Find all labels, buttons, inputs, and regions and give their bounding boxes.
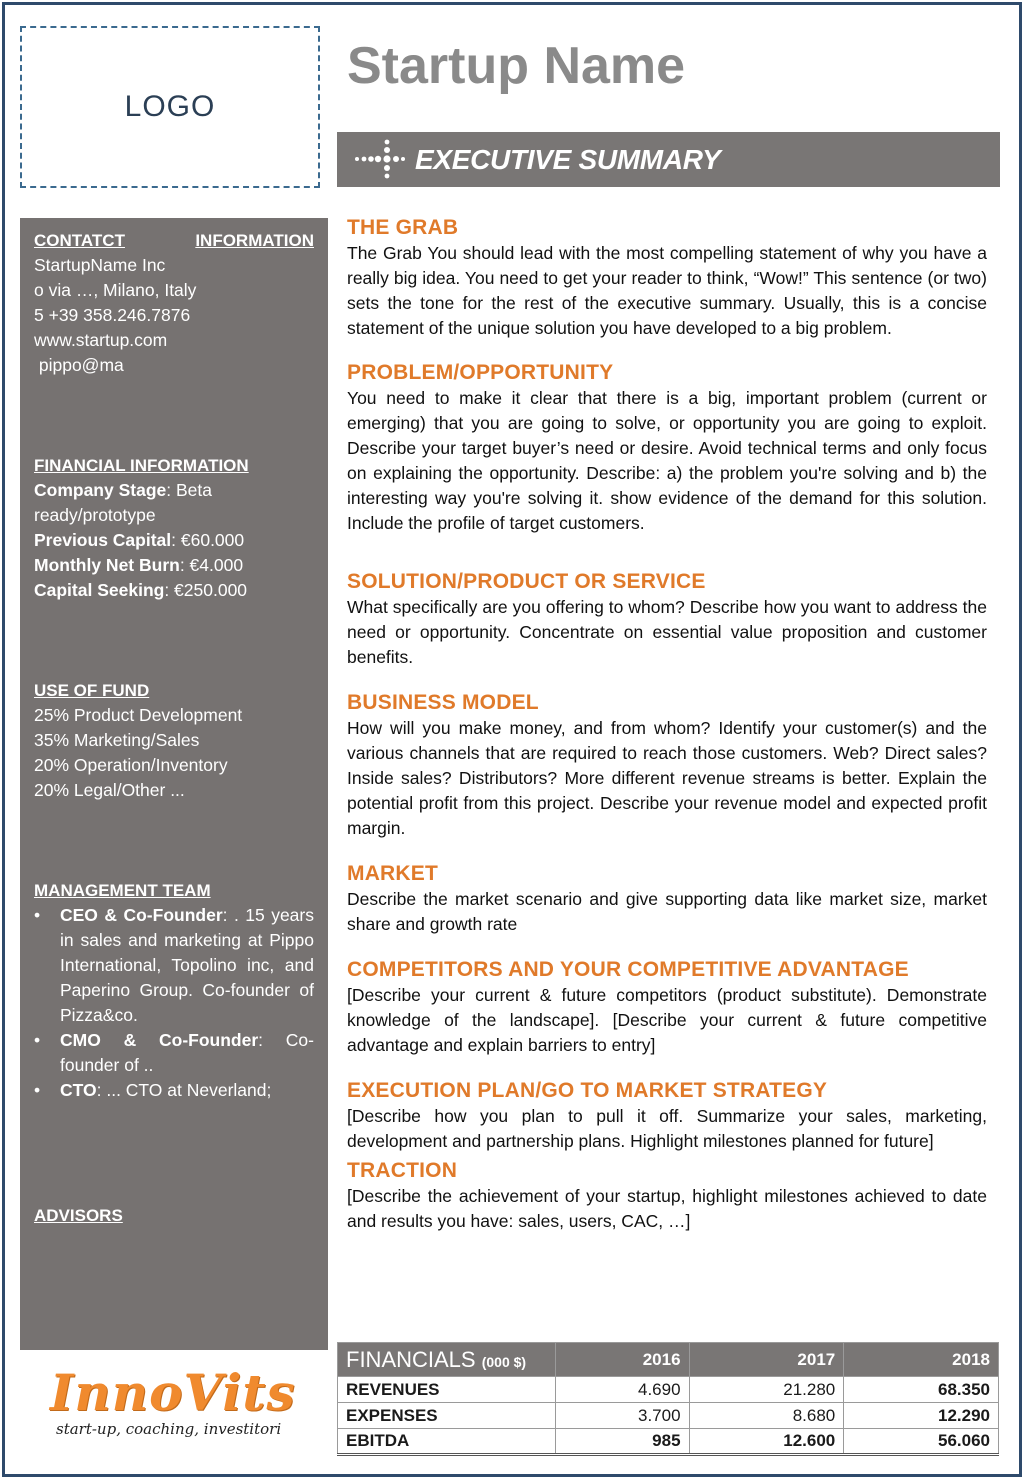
table-row	[338, 1377, 999, 1403]
row-value: 12.290	[844, 1403, 999, 1429]
page-title: Startup Name	[347, 37, 686, 95]
section-problem-opportunity	[347, 360, 987, 536]
section-text: The Grab You should lead with the most compelling statement of why you have a really big idea. You need to get your reader to think, “Wow!” This sentence (or two) sets the tone for the rest of the executive summary. Usually, this is a concise statement of the unique solution you have developed to a big problem.	[347, 243, 987, 338]
financial-heading: FINANCIAL INFORMATION	[34, 456, 249, 475]
section-title: COMPETITORS AND YOUR COMPETITIVE ADVANTAGE	[347, 958, 909, 981]
contact-heading	[34, 228, 314, 253]
capital-seeking-value: : €250.000	[164, 580, 248, 600]
company-stage-label: Company Stage	[34, 480, 167, 500]
fund-item: 35% Marketing/Sales	[34, 730, 200, 750]
section-market	[347, 861, 987, 937]
section-title: BUSINESS MODEL	[347, 691, 539, 714]
row-value: 3.700	[556, 1403, 690, 1429]
section-title: TRACTION	[347, 1159, 458, 1182]
advisors-heading: ADVISORS	[34, 1206, 123, 1225]
previous-capital-value: : €60.000	[171, 530, 245, 550]
section-business-model	[347, 690, 987, 841]
row-label: EXPENSES	[338, 1403, 556, 1429]
section-text: Describe the market scenario and give supporting data like market size, market share and growth rate	[347, 889, 987, 934]
row-label: EBITDA	[338, 1429, 556, 1455]
section-traction	[347, 1158, 987, 1234]
row-value: 56.060	[844, 1429, 999, 1455]
section-title: PROBLEM/OPPORTUNITY	[347, 361, 614, 384]
contact-heading-right: INFORMATION	[195, 231, 314, 250]
fund-item: 20% Operation/Inventory	[34, 755, 228, 775]
management-team-list	[34, 903, 314, 1103]
row-value: 21.280	[689, 1377, 844, 1403]
financials-year: 2018	[844, 1343, 999, 1377]
section-text: How will you make money, and from whom? Identify your customer(s) and the various channels that are required to reach those customers. Web? Direct sales? Inside sales? Distributors? More different revenue streams is better. Explain the potential profit from this project. Describe your revenue model and expected profit margin.	[347, 718, 987, 838]
monthly-net-burn-value: : €4.000	[179, 555, 244, 575]
table-row	[338, 1403, 999, 1429]
row-value: 68.350	[844, 1377, 999, 1403]
table-row	[338, 1429, 999, 1455]
main-content	[347, 215, 987, 1234]
team-member	[34, 903, 314, 1028]
executive-summary-title: EXECUTIVE SUMMARY	[415, 143, 721, 175]
contact-address: o via …, Milano, Italy	[34, 280, 197, 300]
financials-header-row	[338, 1343, 999, 1377]
financials-year: 2016	[556, 1343, 690, 1377]
section-title: EXECUTION PLAN/GO TO MARKET STRATEGY	[347, 1079, 828, 1102]
company-stage-value: : Beta	[166, 480, 212, 500]
team-member	[34, 1028, 314, 1078]
capital-seeking-label: Capital Seeking	[34, 580, 165, 600]
row-value: 8.680	[689, 1403, 844, 1429]
row-value: 4.690	[556, 1377, 690, 1403]
row-value: 12.600	[689, 1429, 844, 1455]
contact-phone: 5 +39 358.246.7876	[34, 305, 191, 325]
fund-item: 20% Legal/Other ...	[34, 780, 185, 800]
brand-tagline: start-up, coaching, investitori	[56, 1420, 282, 1438]
financials-title: FINANCIALS	[346, 1346, 476, 1372]
section-title: MARKET	[347, 862, 439, 885]
team-member-desc: : . 15 years in sales and marketing at Pippo International, Topolino inc, and Paperino Group. Co-founder of Pizza&co.	[60, 905, 314, 1025]
use-of-fund-heading: USE OF FUND	[34, 681, 150, 700]
financials-title-cell	[338, 1343, 556, 1377]
team-member-desc: : Co-founder of ..	[60, 1030, 314, 1075]
previous-capital-label: Previous Capital	[34, 530, 172, 550]
logo-placeholder	[20, 26, 320, 188]
contact-heading-left: CONTATCT	[34, 231, 125, 250]
sidebar	[20, 218, 328, 1350]
management-team-heading: MANAGEMENT TEAM	[34, 881, 211, 900]
team-member-role: CTO	[60, 1080, 97, 1100]
financials-year: 2017	[689, 1343, 844, 1377]
monthly-net-burn	[34, 553, 314, 578]
company-stage	[34, 478, 314, 503]
capital-seeking	[34, 578, 314, 603]
section-solution	[347, 569, 987, 670]
section-the-grab	[347, 215, 987, 341]
contact-web: www.startup.com	[34, 330, 168, 350]
financials-unit: (000 $)	[481, 1353, 527, 1370]
executive-summary-banner	[337, 132, 1000, 187]
team-member-role: CMO & Co-Founder	[60, 1030, 259, 1050]
logo-text: LOGO	[124, 90, 216, 123]
section-title: SOLUTION/PRODUCT OR SERVICE	[347, 570, 706, 593]
brand-name: InnoVits	[50, 1363, 296, 1422]
section-execution-plan	[347, 1078, 987, 1154]
row-label: REVENUES	[338, 1377, 556, 1403]
section-text: [Describe the achievement of your startup, highlight milestones achieved to date and results you have: sales, users, CAC, …]	[347, 1186, 987, 1231]
section-text: [Describe how you plan to pull it off. Summarize your sales, marketing, development and partnership plans. Highlight milestones planned for future]	[347, 1106, 987, 1151]
team-member-role: CEO & Co-Founder	[60, 905, 223, 925]
contact-email: pippo@ma	[34, 355, 124, 375]
financials-table	[337, 1342, 999, 1456]
fund-item: 25% Product Development	[34, 705, 243, 725]
team-member-desc: : ... CTO at Neverland;	[96, 1080, 272, 1100]
section-competitors	[347, 957, 987, 1058]
section-text: What specifically are you offering to whom? Describe how you want to address the need or opportunity. Concentrate on essential value proposition and customer benefits.	[347, 597, 987, 667]
team-member	[34, 1078, 314, 1103]
section-text: You need to make it clear that there is a big, important problem (current or emerging) that you are going to solve, or opportunity you are going to exploit. Describe your target buyer’s need or desire. Avoid technical terms and only focus on explaining the opportunity. Describe: a) the problem you're solving and b) the interesting way you're solving it. show evidence of the demand for this solution. Include the profile of target customers.	[347, 388, 987, 533]
company-stage-value-line2: ready/prototype	[34, 505, 156, 525]
section-text: [Describe your current & future competitors (product substitute). Demonstrate knowledge of the landscape]. [Describe your current & future competitive advantage and explain barriers to entry]	[347, 985, 987, 1055]
row-value: 985	[556, 1429, 690, 1455]
previous-capital	[34, 528, 314, 553]
contact-company: StartupName Inc	[34, 255, 166, 275]
monthly-net-burn-label: Monthly Net Burn	[34, 555, 180, 575]
section-title: THE GRAB	[347, 216, 459, 239]
brand-logo	[50, 1363, 300, 1450]
crosshair-dots-icon	[351, 132, 407, 187]
